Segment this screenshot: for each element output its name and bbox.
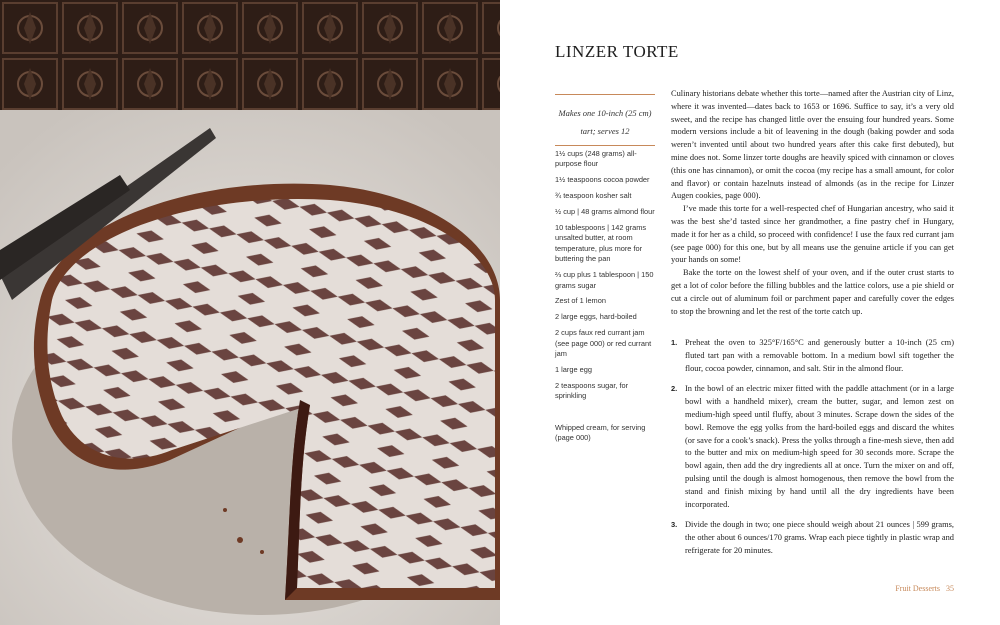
ingredient-item: 10 tablespoons | 142 grams unsalted butter, at room temperature, plus more for buttering the pan [555,223,647,264]
ingredient-item: 2 cups faux red currant jam (see page 000) or red currant jam [555,328,652,359]
step-text: Divide the dough in two; one piece should weigh about 21 ounces | 599 grams, the other about 6 ounces/170 grams. Wrap each piece tightly in plastic wrap and refrigerate for 20 minutes. [685,520,954,555]
ingredient-item: 1½ cups (248 grams) all-purpose flour [555,149,637,169]
intro-paragraph: Bake the torte on the lowest shelf of your oven, and if the outer crust starts to get a lot of color before the filling bubbles and the lattice colors, use a pie shield or cut a circle out of aluminum foil or parchment paper and carefully cover the edges to stop the browning and let the rest of the torte catch up. [671,268,954,316]
recipe-title: LINZER TORTE [555,42,679,61]
page-number: 35 [946,584,954,593]
method-steps [671,337,954,566]
recipe-page [500,0,1000,625]
ingredient-item: 1 large egg [555,365,592,374]
intro-text [671,88,954,318]
page-footer [889,584,954,593]
method-step [671,337,954,375]
ingredient-item: ½ cup | 48 grams almond flour [555,207,655,217]
intro-paragraph: I’ve made this torte for a well-respected chef of Hungarian ancestry, who said it was the best she’d tasted since her grandmother, a fine pastry chef in Hungary, made it for her as a child, so proceed with confidence! I use the faux red currant jam (see page 000) for this one, but by all means use the genuine article if you can get your hands on some! [671,204,954,265]
ingredient-item: 2 large eggs, hard-boiled [555,312,637,322]
ingredient-item: 1½ teaspoons cocoa powder [555,175,650,185]
method-step [671,383,954,511]
intro-paragraph: Culinary historians debate whether this torte—named after the Austrian city of Linz, where it was invented—dates back to 1653 or 1696. Suffice to say, it’s a very old sweet, and the recipe has changed little over the ensuing four hundred years. Some modern versions include a bit of leavening in the dough (baking powder and soda weren’t invented until about two hundred years after this cake first debuted), but mine does not. Some linzer torte doughs are heavily spiced with cinnamon or cloves (this one has cinnamon), or omit the cocoa (my recipe has a small amount, for color and flavor) or contain hazelnuts instead of almonds (as in the recipe for Linzer Augen cookies, page 000). [671,89,954,201]
footer-section: Fruit Desserts [895,584,940,593]
ingredient-item: 2 teaspoons sugar, for sprinkling [555,380,629,401]
ingredient-item: Zest of 1 lemon [555,296,606,306]
ingredient-item: Whipped cream, for serving (page 000) [555,422,646,443]
ingredient-list [555,149,655,449]
step-number: 2. [671,384,678,394]
step-number: 1. [671,338,678,347]
step-text: In the bowl of an electric mixer fitted with the paddle attachment (or in a large bowl with a handheld mixer), cream the butter, sugar, and lemon zest on medium-high speed until fluffy, about 3 minutes. Scrape down the sides of the bowl. Remove the egg yolks from the hard-boiled eggs and discard the whites (or save for a cook’s snack). Press the yolks through a fine-mesh sieve, then add to the butter and mix on medium-high speed for 30 seconds more. Scrape the bowl again, then add the dry ingredients all at once. Turn the mixer on and off, pulsing until the dough is almost homogenous, then remove the bowl from the stand and finish mixing by hand until all the dry ingredients have been incorporated. [685,384,954,509]
ingredient-item: ⅔ cup plus 1 tablespoon | 150 grams sugar [555,270,654,290]
method-step [671,519,954,557]
yield-text: Makes one 10-inch (25 cm) tart; serves 12 [558,108,652,136]
yield-box [555,94,655,146]
step-number: 3. [671,520,678,530]
step-text: Preheat the oven to 325°F/165°C and generously butter a 10-inch (25 cm) fluted tart pan with a removable bottom. In a medium bowl sift together the flour, cocoa powder, cinnamon, and salt. Stir in the almond flour. [685,338,954,373]
ingredient-item: ¾ teaspoon kosher salt [555,191,632,201]
